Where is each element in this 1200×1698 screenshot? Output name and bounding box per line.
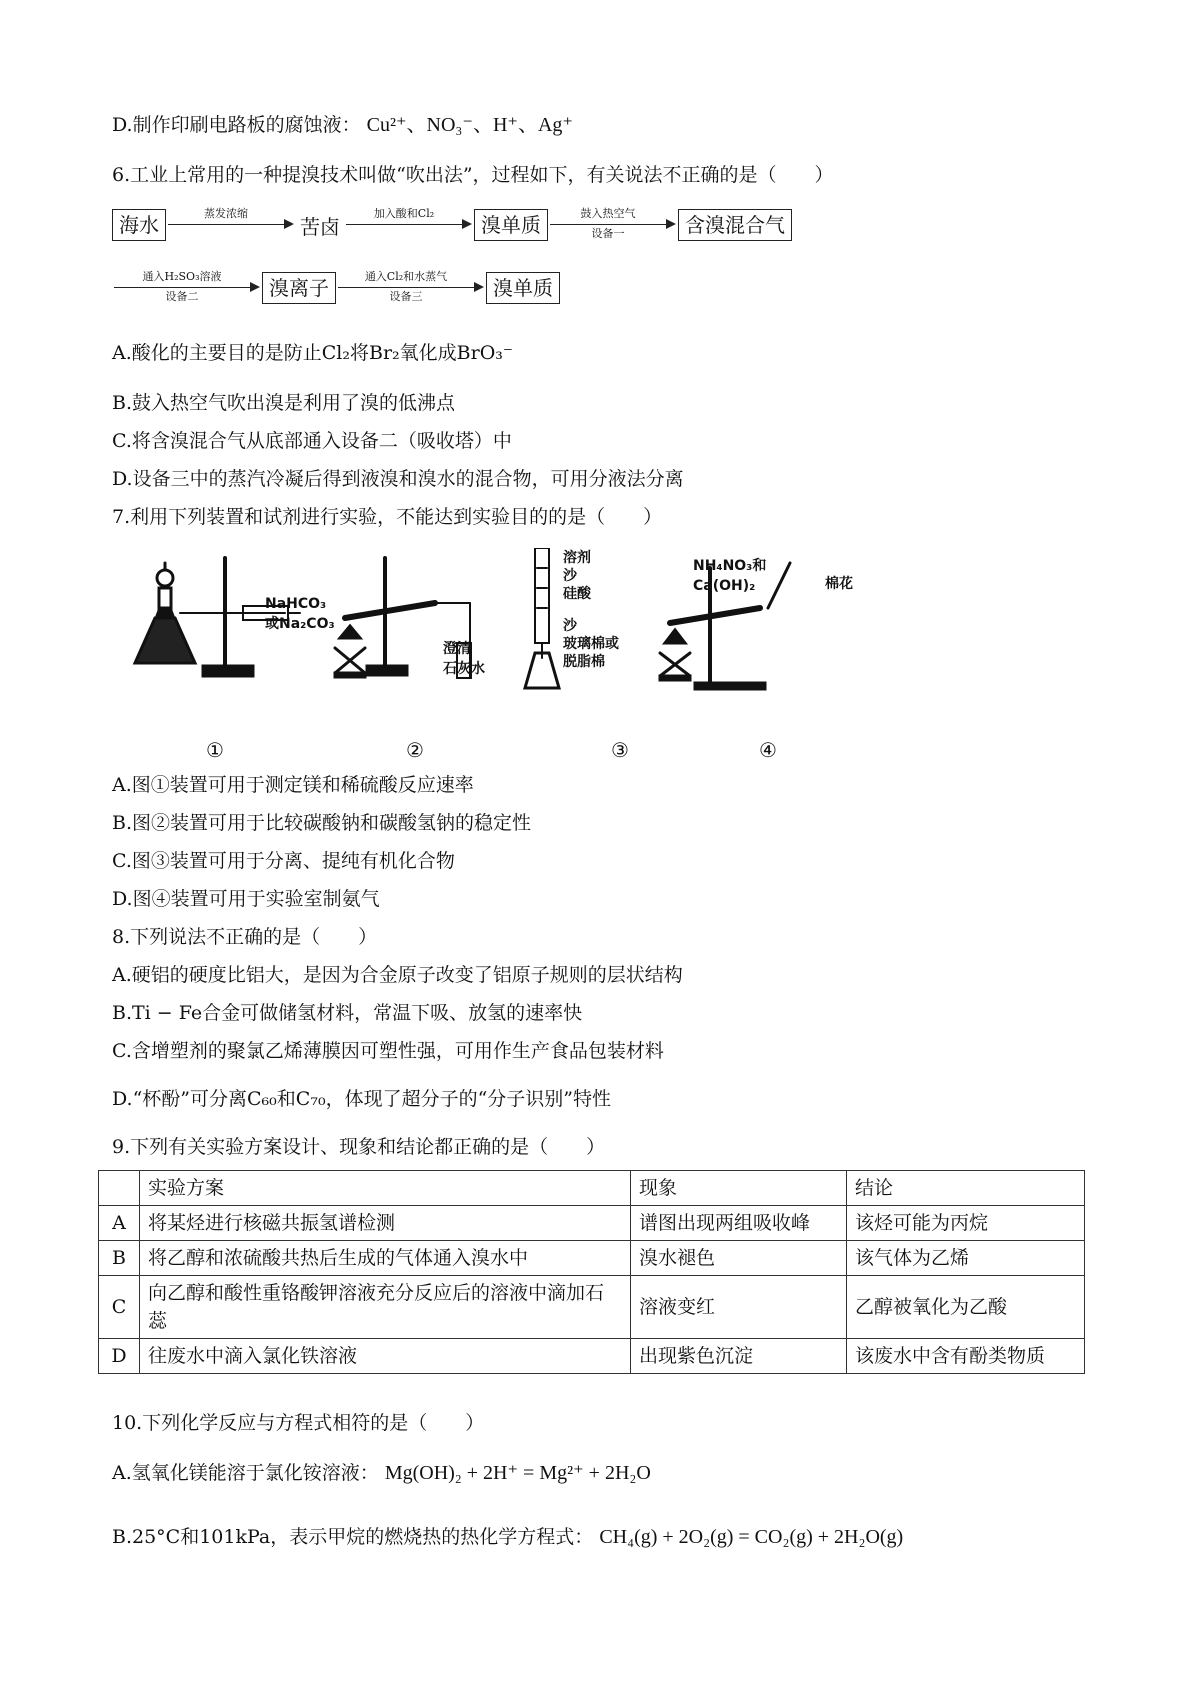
table-row bbox=[99, 1241, 1085, 1276]
table-header-cell bbox=[99, 1171, 140, 1206]
figure-number-3: ③ bbox=[611, 738, 629, 762]
table-cell: 该气体为乙烯 bbox=[847, 1241, 1085, 1276]
apparatus-2-icon bbox=[335, 558, 471, 678]
q8-option-b: B.Ti − Fe合金可做储氢材料，常温下吸、放氢的速率快 bbox=[112, 1002, 583, 1024]
fig2-label-1: NaHCO₃ bbox=[265, 596, 327, 612]
q8-option-d: D.“杯酚”可分离C₆₀和C₇₀，体现了超分子的“分子识别”特性 bbox=[112, 1088, 611, 1110]
fig4-label-1: NH₄NO₃和 bbox=[693, 558, 767, 574]
q8-option-a: A.硬铝的硬度比铝大，是因为合金原子改变了铝原子规则的层状结构 bbox=[112, 964, 683, 986]
q6-flow-row-1 bbox=[112, 205, 792, 245]
q10-option-a-equation: Mg(OH)₂ + 2H⁺ = Mg²⁺ + 2H₂O bbox=[384, 1462, 651, 1484]
flow-node-bromine-gas: 含溴混合气 bbox=[678, 209, 792, 241]
figure-number-4: ④ bbox=[759, 738, 777, 762]
table-cell: 溶液变红 bbox=[631, 1276, 847, 1339]
q9-experiment-table bbox=[98, 1170, 1085, 1374]
table-cell: 向乙醇和酸性重铬酸钾溶液充分反应后的溶液中滴加石蕊 bbox=[140, 1276, 631, 1339]
q8-option-c: C.含增塑剂的聚氯乙烯薄膜因可塑性强，可用作生产食品包装材料 bbox=[112, 1040, 664, 1062]
flow-arrow-4 bbox=[112, 268, 262, 308]
q5-option-d-label: D.制作印刷电路板的腐蚀液： bbox=[112, 114, 361, 136]
flow-node-brine: 苦卤 bbox=[300, 214, 340, 239]
table-cell: D bbox=[99, 1339, 140, 1374]
flow-arrow-4-label: 通入H₂SO₃溶液 bbox=[142, 270, 222, 283]
fig2-label-2: 或Na₂CO₃ bbox=[265, 616, 335, 632]
q10-stem: 10.下列化学反应与方程式相符的是（ ） bbox=[112, 1412, 485, 1434]
table-cell: 该烃可能为丙烷 bbox=[847, 1206, 1085, 1241]
table-row bbox=[99, 1339, 1085, 1374]
flow-node-bromide: 溴离子 bbox=[262, 272, 336, 304]
apparatus-3-icon bbox=[525, 548, 559, 688]
flow-arrow-5 bbox=[336, 268, 486, 308]
q10-option-b-label: B.25°C和101kPa，表示甲烷的燃烧热的热化学方程式： bbox=[112, 1526, 594, 1548]
table-header-cell: 现象 bbox=[631, 1171, 847, 1206]
table-row bbox=[99, 1206, 1085, 1241]
q6-option-b: B.鼓入热空气吹出溴是利用了溴的低沸点 bbox=[112, 392, 456, 414]
q6-option-d: D.设备三中的蒸汽冷凝后得到液溴和溴水的混合物，可用分液法分离 bbox=[112, 468, 684, 490]
table-cell: 谱图出现两组吸收峰 bbox=[631, 1206, 847, 1241]
flow-node-bromine-2: 溴单质 bbox=[486, 272, 560, 304]
q7-option-a: A.图①装置可用于测定镁和稀硫酸反应速率 bbox=[112, 774, 474, 796]
table-cell: C bbox=[99, 1276, 140, 1339]
flow-node-seawater: 海水 bbox=[112, 209, 166, 241]
fig2-label-4: 石灰水 bbox=[443, 661, 485, 677]
fig3-label-1: 溶剂 bbox=[563, 550, 591, 566]
q10-option-a bbox=[112, 1460, 651, 1486]
fig2-label-3: 澄清 bbox=[443, 641, 471, 657]
flow-arrow-3-label: 鼓入热空气 bbox=[580, 207, 636, 220]
q7-apparatus-figures bbox=[125, 548, 885, 698]
flow-arrow-1-label: 蒸发浓缩 bbox=[204, 207, 248, 220]
table-header-row bbox=[99, 1171, 1085, 1206]
q10-option-a-label: A.氢氧化镁能溶于氯化铵溶液： bbox=[112, 1462, 379, 1484]
table-header-cell: 实验方案 bbox=[140, 1171, 631, 1206]
table-cell: 溴水褪色 bbox=[631, 1241, 847, 1276]
flow-arrow-2-label: 加入酸和Cl₂ bbox=[373, 207, 435, 220]
q10-option-b bbox=[112, 1524, 903, 1550]
q5-option-d-ions: Cu²⁺、NO₃⁻、H⁺、Ag⁺ bbox=[366, 114, 573, 136]
flow-node-bromine-1: 溴单质 bbox=[474, 209, 548, 241]
fig3-label-3: 硅酸 bbox=[563, 586, 591, 602]
table-cell: B bbox=[99, 1241, 140, 1276]
q6-option-c: C.将含溴混合气从底部通入设备二（吸收塔）中 bbox=[112, 430, 512, 452]
table-cell: 将某烃进行核磁共振氢谱检测 bbox=[140, 1206, 631, 1241]
flow-arrow-5-device: 设备三 bbox=[389, 290, 423, 303]
fig4-label-2: Ca(OH)₂ bbox=[693, 578, 756, 594]
figure-number-1: ① bbox=[206, 738, 224, 762]
table-cell: 出现紫色沉淀 bbox=[631, 1339, 847, 1374]
table-row bbox=[99, 1276, 1085, 1339]
table-cell: 将乙醇和浓硫酸共热后生成的气体通入溴水中 bbox=[140, 1241, 631, 1276]
figure-number-2: ② bbox=[406, 738, 424, 762]
q6-option-a: A.酸化的主要目的是防止Cl₂将Br₂氧化成BrO₃⁻ bbox=[112, 342, 513, 364]
q8-stem: 8.下列说法不正确的是（ ） bbox=[112, 926, 378, 948]
table-header-cell: 结论 bbox=[847, 1171, 1085, 1206]
q7-stem: 7.利用下列装置和试剂进行实验，不能达到实验目的的是（ ） bbox=[112, 506, 663, 528]
q10-option-b-equation: CH₄(g) + 2O₂(g) = CO₂(g) + 2H₂O(g) bbox=[599, 1526, 904, 1548]
flow-arrow-5-label: 通入Cl₂和水蒸气 bbox=[364, 270, 448, 283]
fig3-label-5: 玻璃棉或 bbox=[563, 636, 619, 652]
q9-stem: 9.下列有关实验方案设计、现象和结论都正确的是（ ） bbox=[112, 1136, 606, 1158]
q6-flow-row-2 bbox=[112, 268, 560, 308]
flow-arrow-2 bbox=[344, 205, 474, 245]
fig3-label-2: 沙 bbox=[563, 568, 577, 584]
table-cell: 该废水中含有酚类物质 bbox=[847, 1339, 1085, 1374]
flow-arrow-4-device: 设备二 bbox=[165, 290, 199, 303]
q7-option-c: C.图③装置可用于分离、提纯有机化合物 bbox=[112, 850, 455, 872]
fig4-label-3: 棉花 bbox=[825, 576, 853, 592]
flow-arrow-1 bbox=[166, 205, 296, 245]
flow-arrow-3-device: 设备一 bbox=[591, 227, 625, 240]
table-cell: 乙醇被氧化为乙酸 bbox=[847, 1276, 1085, 1339]
flow-arrow-3 bbox=[548, 205, 678, 245]
q6-stem: 6.工业上常用的一种提溴技术叫做“吹出法”，过程如下，有关说法不正确的是（ ） bbox=[112, 164, 834, 186]
table-cell: A bbox=[99, 1206, 140, 1241]
table-cell: 往废水中滴入氯化铁溶液 bbox=[140, 1339, 631, 1374]
q7-option-d: D.图④装置可用于实验室制氨气 bbox=[112, 888, 380, 910]
fig3-label-6: 脱脂棉 bbox=[563, 654, 605, 670]
q5-option-d bbox=[112, 112, 573, 138]
q7-option-b: B.图②装置可用于比较碳酸钠和碳酸氢钠的稳定性 bbox=[112, 812, 532, 834]
fig3-label-4: 沙 bbox=[563, 618, 577, 634]
